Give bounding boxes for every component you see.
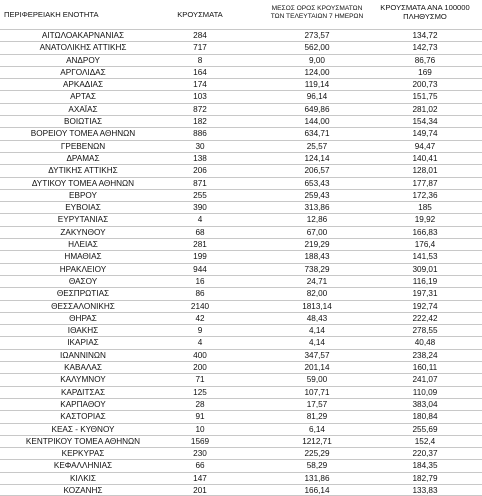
- cell-avg-7-days: 96,14: [306, 92, 328, 102]
- cell-avg-7-days: 59,00: [306, 375, 328, 385]
- cell-avg-7-days: 4,14: [309, 326, 325, 336]
- table-row: [0, 410, 482, 422]
- cell-cases-per-100k: 222,42: [412, 313, 438, 323]
- cell-region: ΚΑΡΔΙΤΣΑΣ: [60, 387, 106, 397]
- cell-cases: 1569: [190, 436, 210, 446]
- cell-cases-per-100k: 180,84: [412, 412, 438, 422]
- cell-cases: 71: [195, 375, 205, 385]
- cell-avg-7-days: 166,14: [304, 485, 330, 495]
- cell-region: ΘΕΣΠΡΩΤΙΑΣ: [56, 289, 110, 299]
- cell-avg-7-days: 259,43: [304, 190, 330, 200]
- table-row: [0, 226, 482, 238]
- cell-cases: 9: [197, 326, 203, 336]
- table-row: [0, 189, 482, 201]
- cell-region: ΚΕΝΤΡΙΚΟΥ ΤΟΜΕΑ ΑΘΗΝΩΝ: [25, 436, 141, 446]
- cell-cases: 125: [193, 387, 207, 397]
- cell-region: ΑΧΑΪΑΣ: [68, 104, 98, 114]
- table-row: [0, 324, 482, 336]
- cell-cases: 944: [193, 264, 207, 274]
- cell-region: ΙΘΑΚΗΣ: [67, 326, 99, 336]
- cell-region: ΚΕΦΑΛΛΗΝΙΑΣ: [53, 461, 113, 471]
- header-avg-line2: ΤΩΝ ΤΕΛΕΥΤΑΙΩΝ 7 ΗΜΕΡΩΝ: [270, 13, 364, 20]
- table-row: [0, 386, 482, 398]
- table-row: [0, 263, 482, 275]
- cell-region: ΑΡΚΑΔΙΑΣ: [62, 80, 104, 90]
- cell-region: ΒΟΙΩΤΙΑΣ: [63, 117, 103, 127]
- cell-avg-7-days: 48,43: [306, 313, 328, 323]
- table-row: [0, 250, 482, 262]
- cell-avg-7-days: 82,00: [306, 289, 328, 299]
- cell-region: ΓΡΕΒΕΝΩΝ: [60, 141, 106, 151]
- cell-cases: 230: [193, 449, 207, 459]
- cell-avg-7-days: 1813,14: [302, 301, 332, 311]
- cell-cases: 201: [193, 485, 207, 495]
- cell-cases-per-100k: 278,55: [412, 326, 438, 336]
- cell-cases: 103: [193, 92, 207, 102]
- cell-region: ΙΚΑΡΙΑΣ: [67, 338, 99, 348]
- cell-avg-7-days: 17,57: [306, 399, 328, 409]
- cell-avg-7-days: 347,57: [304, 350, 330, 360]
- cell-cases: 281: [193, 240, 207, 250]
- cell-avg-7-days: 9,00: [309, 55, 325, 65]
- cell-region: ΚΕΑΣ - ΚΥΘΝΟΥ: [51, 424, 115, 434]
- cell-cases-per-100k: 141,53: [412, 252, 438, 262]
- cell-region: ΘΗΡΑΣ: [69, 313, 97, 323]
- table-row: [0, 312, 482, 324]
- cell-cases-per-100k: 128,01: [412, 166, 438, 176]
- cell-cases-per-100k: 166,83: [412, 227, 438, 237]
- table-row: [0, 398, 482, 410]
- table-row: [0, 66, 482, 78]
- cell-cases: 717: [193, 43, 207, 53]
- cell-cases-per-100k: 110,09: [412, 387, 438, 397]
- cell-avg-7-days: 273,57: [304, 31, 330, 40]
- cell-region: ΑΙΤΩΛΟΑΚΑΡΝΑΝΙΑΣ: [41, 31, 125, 40]
- cell-avg-7-days: 653,43: [304, 178, 330, 188]
- table-row: [0, 373, 482, 385]
- cell-avg-7-days: 201,14: [304, 363, 330, 373]
- cell-cases-per-100k: 133,83: [412, 485, 438, 495]
- cell-avg-7-days: 12,86: [306, 215, 328, 225]
- cell-cases: 66: [195, 461, 205, 471]
- cell-region: ΖΑΚΥΝΘΟΥ: [60, 227, 106, 237]
- cell-cases: 871: [193, 178, 207, 188]
- cell-cases-per-100k: 220,37: [412, 449, 438, 459]
- cell-region: ΚΑΛΥΜΝΟΥ: [60, 375, 106, 385]
- cell-cases-per-100k: 94,47: [414, 141, 436, 151]
- cell-region: ΑΝΑΤΟΛΙΚΗΣ ΑΤΤΙΚΗΣ: [39, 43, 127, 53]
- cell-cases-per-100k: 182,79: [412, 473, 438, 483]
- cell-cases: 390: [193, 203, 207, 213]
- cell-cases-per-100k: 40,48: [414, 338, 436, 348]
- cell-avg-7-days: 206,57: [304, 166, 330, 176]
- cell-cases-per-100k: 255,69: [412, 424, 438, 434]
- cell-cases: 138: [193, 153, 207, 163]
- table-row: [0, 213, 482, 225]
- cell-avg-7-days: 562,00: [304, 43, 330, 53]
- cell-cases: 4: [197, 215, 203, 225]
- cell-avg-7-days: 107,71: [304, 387, 330, 397]
- cell-avg-7-days: 219,29: [304, 240, 330, 250]
- table-row: [0, 275, 482, 287]
- cell-cases-per-100k: 176,4: [414, 240, 436, 250]
- cell-cases-per-100k: 152,4: [414, 436, 436, 446]
- cell-cases: 42: [195, 313, 205, 323]
- cell-cases: 28: [195, 399, 205, 409]
- cell-region: ΚΟΖΑΝΗΣ: [63, 485, 103, 495]
- cell-cases: 182: [193, 117, 207, 127]
- cell-cases-per-100k: 172,36: [412, 190, 438, 200]
- cell-cases-per-100k: 142,73: [412, 43, 438, 53]
- cell-avg-7-days: 4,14: [309, 338, 325, 348]
- cell-cases-per-100k: 154,34: [412, 117, 438, 127]
- cell-avg-7-days: 144,00: [304, 117, 330, 127]
- cell-region: ΚΑΣΤΟΡΙΑΣ: [60, 412, 106, 422]
- cell-cases: 30: [195, 141, 205, 151]
- cell-cases-per-100k: 140,41: [412, 153, 438, 163]
- cell-avg-7-days: 58,29: [306, 461, 328, 471]
- table-row: [0, 349, 482, 361]
- cell-cases: 16: [195, 276, 205, 286]
- table-body: [0, 29, 482, 496]
- cell-region: ΚΙΛΚΙΣ: [69, 473, 96, 483]
- cell-avg-7-days: 25,57: [306, 141, 328, 151]
- cell-region: ΑΡΓΟΛΙΔΑΣ: [60, 67, 106, 77]
- table-row: [0, 447, 482, 459]
- cell-avg-7-days: 81,29: [306, 412, 328, 422]
- cell-region: ΚΕΡΚΥΡΑΣ: [61, 449, 105, 459]
- cell-avg-7-days: 67,00: [306, 227, 328, 237]
- table-row: [0, 54, 482, 66]
- table-row: [0, 29, 482, 41]
- cell-cases-per-100k: 192,74: [412, 301, 438, 311]
- cell-region: ΗΛΕΙΑΣ: [68, 240, 98, 250]
- cell-cases-per-100k: 309,01: [412, 264, 438, 274]
- table-row: [0, 201, 482, 213]
- cell-cases: 86: [195, 289, 205, 299]
- cell-region: ΔΡΑΜΑΣ: [66, 153, 100, 163]
- cell-cases: 2140: [190, 301, 210, 311]
- table-row: [0, 423, 482, 435]
- cell-avg-7-days: 313,86: [304, 203, 330, 213]
- cell-region: ΔΥΤΙΚΟΥ ΤΟΜΕΑ ΑΘΗΝΩΝ: [31, 178, 135, 188]
- cell-region: ΑΡΤΑΣ: [70, 92, 96, 102]
- cell-cases-per-100k: 197,31: [412, 289, 438, 299]
- header-per100k-line2: ΠΛΗΘΥΣΜΟ: [403, 12, 447, 21]
- cell-avg-7-days: 119,14: [304, 80, 330, 90]
- cell-region: ΔΥΤΙΚΗΣ ΑΤΤΙΚΗΣ: [48, 166, 118, 176]
- cell-cases: 872: [193, 104, 207, 114]
- header-per100k-line1: ΚΡΟΥΣΜΑΤΑ ΑΝΑ 100000: [380, 3, 470, 12]
- cell-region: ΙΩΑΝΝΙΝΩΝ: [60, 350, 106, 360]
- table-row: [0, 300, 482, 312]
- cell-cases: 255: [193, 190, 207, 200]
- cell-avg-7-days: 188,43: [304, 252, 330, 262]
- table-row: [0, 90, 482, 102]
- cell-avg-7-days: 124,14: [304, 153, 330, 163]
- cell-avg-7-days: 24,71: [306, 276, 328, 286]
- cell-cases: 10: [195, 424, 205, 434]
- cell-region: ΕΥΒΟΙΑΣ: [65, 203, 101, 213]
- table-row: [0, 103, 482, 115]
- cell-cases-per-100k: 184,35: [412, 461, 438, 471]
- cell-region: ΗΡΑΚΛΕΙΟΥ: [59, 264, 107, 274]
- table-row: [0, 164, 482, 176]
- cell-region: ΕΥΡΥΤΑΝΙΑΣ: [57, 215, 109, 225]
- cell-cases-per-100k: 19,92: [414, 215, 436, 225]
- cell-cases-per-100k: 383,04: [412, 399, 438, 409]
- cell-avg-7-days: 649,86: [304, 104, 330, 114]
- cell-avg-7-days: 6,14: [309, 424, 325, 434]
- cell-cases: 284: [193, 31, 207, 40]
- table-row: [0, 435, 482, 447]
- table-row: [0, 238, 482, 250]
- cell-cases: 164: [193, 67, 207, 77]
- cell-cases: 886: [193, 129, 207, 139]
- table-row: [0, 41, 482, 53]
- cell-cases-per-100k: 134,72: [412, 31, 438, 40]
- cell-cases-per-100k: 151,75: [412, 92, 438, 102]
- cell-cases: 91: [195, 412, 205, 422]
- table-row: [0, 287, 482, 299]
- table-row: [0, 336, 482, 348]
- cell-region: ΒΟΡΕΙΟΥ ΤΟΜΕΑ ΑΘΗΝΩΝ: [30, 129, 136, 139]
- cell-region: ΑΝΔΡΟΥ: [66, 55, 100, 65]
- cell-cases: 147: [193, 473, 207, 483]
- cell-cases: 8: [197, 55, 203, 65]
- cell-cases-per-100k: 177,87: [412, 178, 438, 188]
- table-header: [0, 0, 482, 30]
- cell-avg-7-days: 738,29: [304, 264, 330, 274]
- cell-cases-per-100k: 200,73: [412, 80, 438, 90]
- cell-cases: 199: [193, 252, 207, 262]
- table-row: [0, 152, 482, 164]
- cell-region: ΕΒΡΟΥ: [69, 190, 97, 200]
- cell-avg-7-days: 124,00: [304, 67, 330, 77]
- cell-cases-per-100k: 185: [418, 203, 432, 213]
- cell-avg-7-days: 131,86: [304, 473, 330, 483]
- cell-avg-7-days: 1212,71: [302, 436, 332, 446]
- table-row: [0, 140, 482, 152]
- cell-cases: 174: [193, 80, 207, 90]
- cell-cases-per-100k: 241,07: [412, 375, 438, 385]
- cell-cases-per-100k: 169: [418, 67, 432, 77]
- cell-cases-per-100k: 149,74: [412, 129, 438, 139]
- cell-region: ΗΜΑΘΙΑΣ: [64, 252, 102, 262]
- cell-cases-per-100k: 116,19: [412, 276, 438, 286]
- header-cases: ΚΡΟΥΣΜΑΤΑ: [177, 10, 223, 19]
- header-region: ΠΕΡΙΦΕΡΕΙΑΚΗ ΕΝΟΤΗΤΑ: [4, 10, 99, 19]
- cell-region: ΚΑΡΠΑΘΟΥ: [60, 399, 106, 409]
- table-row: [0, 459, 482, 471]
- table-row: [0, 361, 482, 373]
- cell-cases: 400: [193, 350, 207, 360]
- cell-cases: 206: [193, 166, 207, 176]
- table-row: [0, 177, 482, 189]
- cell-region: ΚΑΒΑΛΑΣ: [64, 363, 102, 373]
- table-row: [0, 115, 482, 127]
- table-row: [0, 78, 482, 90]
- cell-cases: 68: [195, 227, 205, 237]
- cell-cases: 200: [193, 363, 207, 373]
- table-row: [0, 127, 482, 139]
- table-row: [0, 484, 482, 496]
- cell-cases: 4: [197, 338, 203, 348]
- cell-cases-per-100k: 86,76: [414, 55, 436, 65]
- cell-avg-7-days: 225,29: [304, 449, 330, 459]
- cell-avg-7-days: 634,71: [304, 129, 330, 139]
- cell-cases-per-100k: 160,11: [412, 363, 438, 373]
- cell-cases-per-100k: 281,02: [412, 104, 438, 114]
- cell-region: ΘΕΣΣΑΛΟΝΙΚΗΣ: [51, 301, 115, 311]
- cell-region: ΘΑΣΟΥ: [68, 276, 98, 286]
- header-avg-line1: ΜΕΣΟΣ ΟΡΟΣ ΚΡΟΥΣΜΑΤΩΝ: [271, 5, 363, 12]
- table-row: [0, 472, 482, 484]
- cell-cases-per-100k: 238,24: [412, 350, 438, 360]
